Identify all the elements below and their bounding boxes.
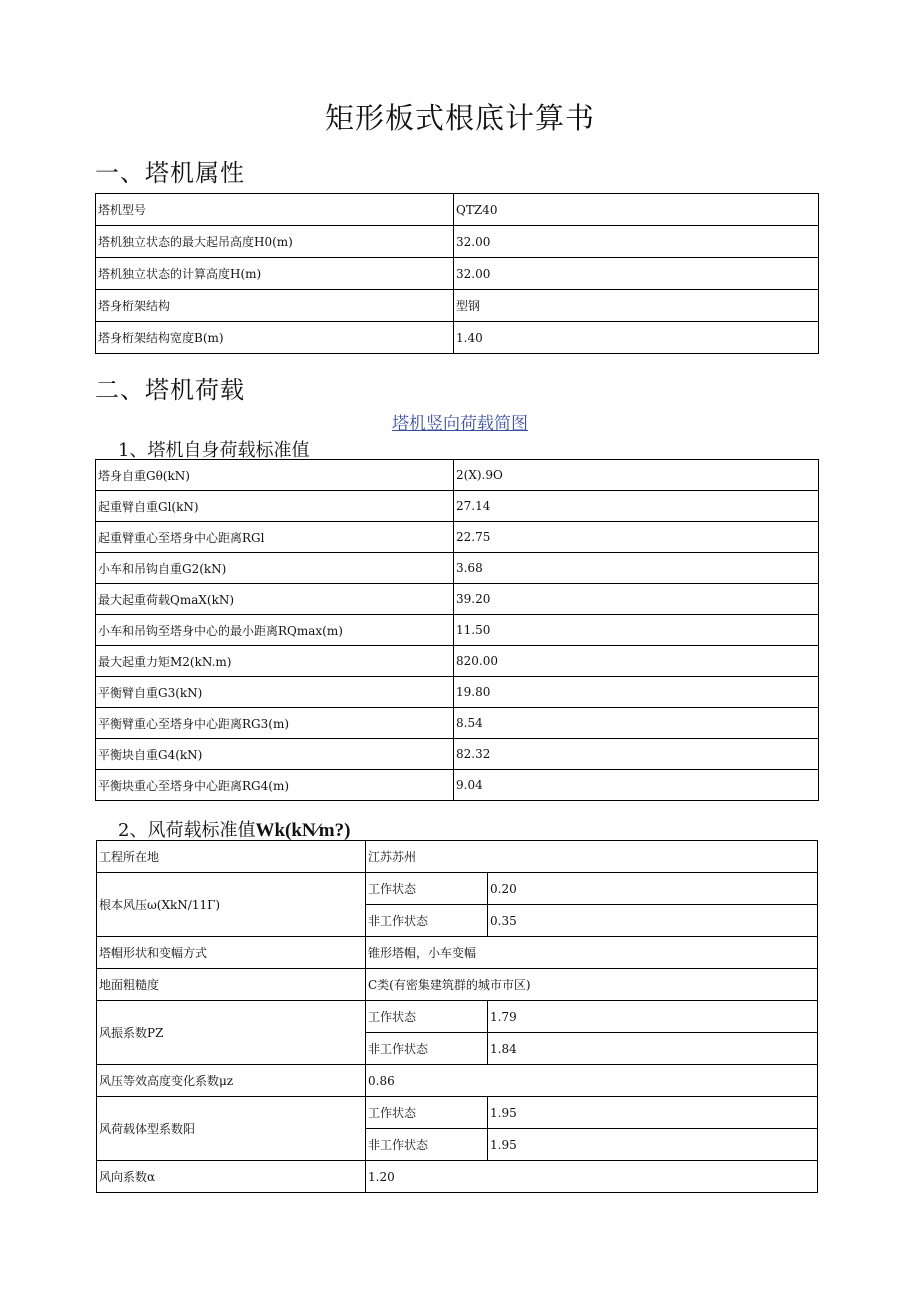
cell-label: 小车和吊钩至塔身中心的最小距离RQmax(m) <box>96 615 454 646</box>
cell-value: QTZ40 <box>454 194 819 226</box>
cell-label: 风荷载体型系数阳 <box>97 1097 366 1161</box>
cell-value: 1.95 <box>488 1129 818 1161</box>
cell-value: C类(有密集建筑群的城市市区) <box>366 969 818 1001</box>
cell-value: 27.14 <box>454 491 819 522</box>
cell-value: 1.20 <box>366 1161 818 1193</box>
section-heading-crane-loads: 二、塔机荷载 <box>95 376 245 404</box>
cell-label: 最大起重荷载QmaX(kN) <box>96 584 454 615</box>
cell-label: 塔身桁架结构宽度B(m) <box>96 322 454 354</box>
cell-label: 地面粗糙度 <box>97 969 366 1001</box>
subheading-self-weight: 1、塔机自身荷载标准值 <box>118 440 310 461</box>
cell-state: 工作状态 <box>366 1001 488 1033</box>
cell-label: 塔身自重Gθ(kN) <box>96 460 454 491</box>
cell-label: 风向系数α <box>97 1161 366 1193</box>
cell-label: 塔帽形状和变幅方式 <box>97 937 366 969</box>
cell-label: 平衡臂自重G3(kN) <box>96 677 454 708</box>
cell-value: 型钢 <box>454 290 819 322</box>
table-row <box>96 677 819 708</box>
table-row <box>97 841 818 873</box>
cell-value: 32.00 <box>454 258 819 290</box>
table-row <box>96 615 819 646</box>
cell-value: 9.04 <box>454 770 819 801</box>
cell-label: 平衡块重心至塔身中心距离RG4(m) <box>96 770 454 801</box>
table-row <box>96 290 819 322</box>
section-heading-crane-properties: 一、塔机属性 <box>95 159 245 187</box>
cell-label: 平衡块自重G4(kN) <box>96 739 454 770</box>
cell-label: 最大起重力矩M2(kN.m) <box>96 646 454 677</box>
cell-value: 3.68 <box>454 553 819 584</box>
cell-label: 塔机独立状态的最大起吊高度H0(m) <box>96 226 454 258</box>
table-row <box>97 937 818 969</box>
wind-load-table <box>96 840 818 1193</box>
table-row <box>97 1161 818 1193</box>
cell-state: 非工作状态 <box>366 1129 488 1161</box>
table-row <box>96 584 819 615</box>
cell-value: 锥形塔帽，小车变幅 <box>366 937 818 969</box>
document-title: 矩形板式根底计算书 <box>324 101 595 135</box>
self-weight-table <box>95 459 819 801</box>
cell-value: 1.79 <box>488 1001 818 1033</box>
table-row <box>96 194 819 226</box>
subheading-wind-load: 2、风荷载标准值Wk(kN∕m?) <box>118 820 351 841</box>
table-row <box>97 1097 818 1129</box>
table-row <box>97 1065 818 1097</box>
cell-value: 11.50 <box>454 615 819 646</box>
cell-value: 820.00 <box>454 646 819 677</box>
vertical-load-diagram-link[interactable]: 塔机竖向荷载简图 <box>392 414 528 434</box>
cell-state: 非工作状态 <box>366 1033 488 1065</box>
cell-state: 工作状态 <box>366 1097 488 1129</box>
cell-label: 风振系数PZ <box>97 1001 366 1065</box>
cell-label: 塔机独立状态的计算高度H(m) <box>96 258 454 290</box>
cell-label: 工程所在地 <box>97 841 366 873</box>
table-row <box>96 770 819 801</box>
table-row <box>97 969 818 1001</box>
cell-label: 小车和吊钩自重G2(kN) <box>96 553 454 584</box>
cell-label: 塔机型号 <box>96 194 454 226</box>
table-row <box>96 646 819 677</box>
table-row <box>96 553 819 584</box>
table-row <box>97 873 818 905</box>
cell-value: 8.54 <box>454 708 819 739</box>
cell-label: 起重臂重心至塔身中心距离RGl <box>96 522 454 553</box>
table-row <box>96 460 819 491</box>
cell-value: 19.80 <box>454 677 819 708</box>
cell-label: 平衡臂重心至塔身中心距离RG3(m) <box>96 708 454 739</box>
cell-value: 32.00 <box>454 226 819 258</box>
cell-value: 82.32 <box>454 739 819 770</box>
table-row <box>96 708 819 739</box>
table-row <box>96 522 819 553</box>
crane-properties-table <box>95 193 819 354</box>
cell-label: 塔身桁架结构 <box>96 290 454 322</box>
cell-value: 江苏苏州 <box>366 841 818 873</box>
cell-label: 根本风压ω(XkN∕11Γ) <box>97 873 366 937</box>
table-row <box>96 226 819 258</box>
cell-value: 22.75 <box>454 522 819 553</box>
cell-value: 0.20 <box>488 873 818 905</box>
table-row <box>96 258 819 290</box>
table-row <box>96 739 819 770</box>
table-row <box>97 1001 818 1033</box>
table-row <box>96 491 819 522</box>
cell-value: 1.40 <box>454 322 819 354</box>
cell-value: 1.84 <box>488 1033 818 1065</box>
cell-state: 工作状态 <box>366 873 488 905</box>
table-row <box>96 322 819 354</box>
cell-value: 39.20 <box>454 584 819 615</box>
cell-value: 0.35 <box>488 905 818 937</box>
cell-state: 非工作状态 <box>366 905 488 937</box>
cell-value: 1.95 <box>488 1097 818 1129</box>
cell-label: 起重臂自重Gl(kN) <box>96 491 454 522</box>
cell-value: 2(X).9O <box>454 460 819 491</box>
cell-label: 风压等效高度变化系数μz <box>97 1065 366 1097</box>
cell-value: 0.86 <box>366 1065 818 1097</box>
